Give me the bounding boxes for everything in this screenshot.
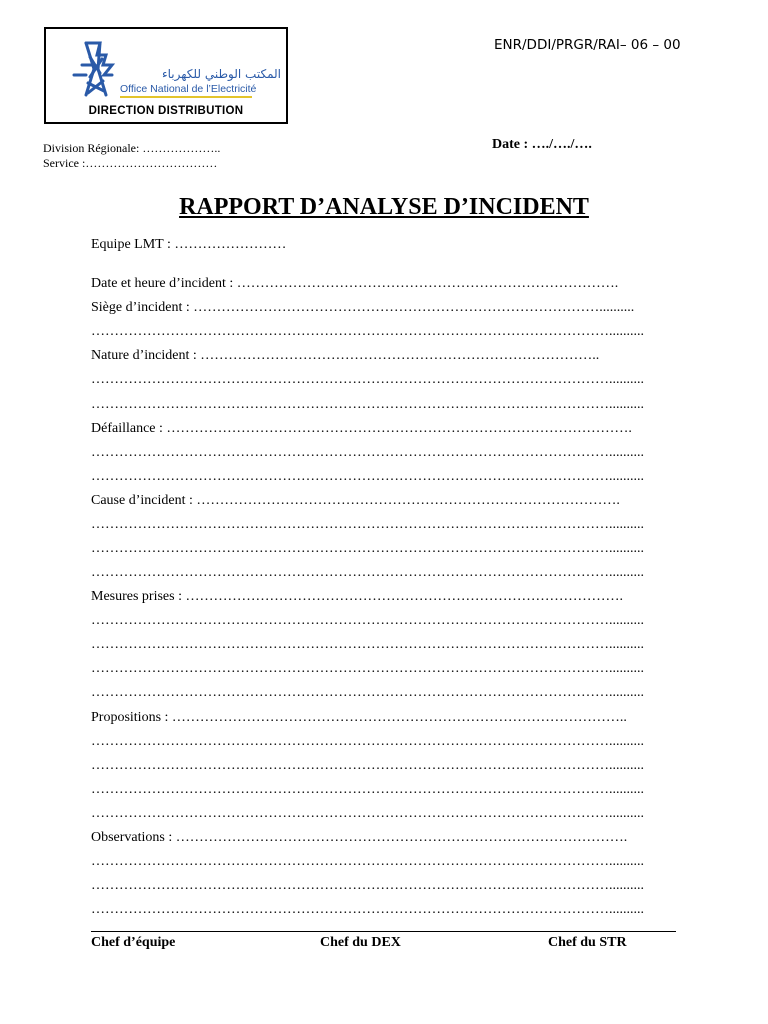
blank-line: ………………………………………………………………………………………………….......... xyxy=(91,324,644,339)
blank-line: ………………………………………………………………………………………………….......... xyxy=(91,854,644,869)
equipe-lmt-field: Equipe LMT : …………………… xyxy=(91,237,287,252)
division-regionale-field: Division Régionale: ……………….. xyxy=(43,141,221,155)
date-heure-incident-field: Date et heure d’incident : ………………………………………………………………………. xyxy=(91,276,619,291)
page-title: RAPPORT D’ANALYSE D’INCIDENT xyxy=(179,194,589,220)
blank-line: ………………………………………………………………………………………………….......... xyxy=(91,782,644,797)
blank-line: ………………………………………………………………………………………………….......... xyxy=(91,517,644,532)
signature-chef-equipe: Chef d’équipe xyxy=(91,935,176,950)
blank-line: ………………………………………………………………………………………………….......... xyxy=(91,445,644,460)
date-field: Date : …./…./…. xyxy=(492,137,592,152)
blank-line: ………………………………………………………………………………………………….......... xyxy=(91,541,644,556)
blank-line: ………………………………………………………………………………………………….......... xyxy=(91,758,644,773)
observations-field: Observations : ……………………………………………………………………………………. xyxy=(91,830,628,845)
signature-divider xyxy=(91,931,676,932)
blank-line: ………………………………………………………………………………………………….......... xyxy=(91,685,644,700)
siege-incident-field: Siège d’incident : …………………………………………………………………………….......... xyxy=(91,300,635,315)
signature-chef-str: Chef du STR xyxy=(548,935,627,950)
propositions-field: Propositions : …………………………………………………………………………………….. xyxy=(91,710,627,725)
defaillance-field: Défaillance : ………………………………………………………………………………………. xyxy=(91,421,632,436)
document-reference: ENR/DDI/PRGR/RAI– 06 – 00 xyxy=(494,37,681,53)
logo-french-text: Office National de l’Electricité xyxy=(120,83,257,95)
nature-incident-field: Nature d’incident : ………………………………………………………………………….. xyxy=(91,348,600,363)
direction-label: DIRECTION DISTRIBUTION xyxy=(88,105,244,117)
signature-chef-dex: Chef du DEX xyxy=(320,935,401,950)
blank-line: ………………………………………………………………………………………………….......... xyxy=(91,902,644,917)
blank-line: ………………………………………………………………………………………………….......... xyxy=(91,806,644,821)
service-field: Service :…………………………… xyxy=(43,156,218,170)
blank-line: ………………………………………………………………………………………………….......... xyxy=(91,734,644,749)
blank-line: ………………………………………………………………………………………………….......... xyxy=(91,397,644,412)
cause-incident-field: Cause d’incident : ………………………………………………………………………………. xyxy=(91,493,620,508)
blank-line: ………………………………………………………………………………………………….......... xyxy=(91,878,644,893)
blank-line: ………………………………………………………………………………………………….......... xyxy=(91,565,644,580)
mesures-prises-field: Mesures prises : …………………………………………………………………………………. xyxy=(91,589,623,604)
blank-line: ………………………………………………………………………………………………….......... xyxy=(91,613,644,628)
blank-line: ………………………………………………………………………………………………….......... xyxy=(91,637,644,652)
blank-line: ………………………………………………………………………………………………….......... xyxy=(91,469,644,484)
logo-arabic-text: المكتب الوطني للكهرباء xyxy=(162,67,281,81)
blank-line: ………………………………………………………………………………………………….......... xyxy=(91,372,644,387)
logo-box xyxy=(44,27,288,124)
blank-line: ………………………………………………………………………………………………….......... xyxy=(91,661,644,676)
logo-accent-rule xyxy=(120,96,252,98)
